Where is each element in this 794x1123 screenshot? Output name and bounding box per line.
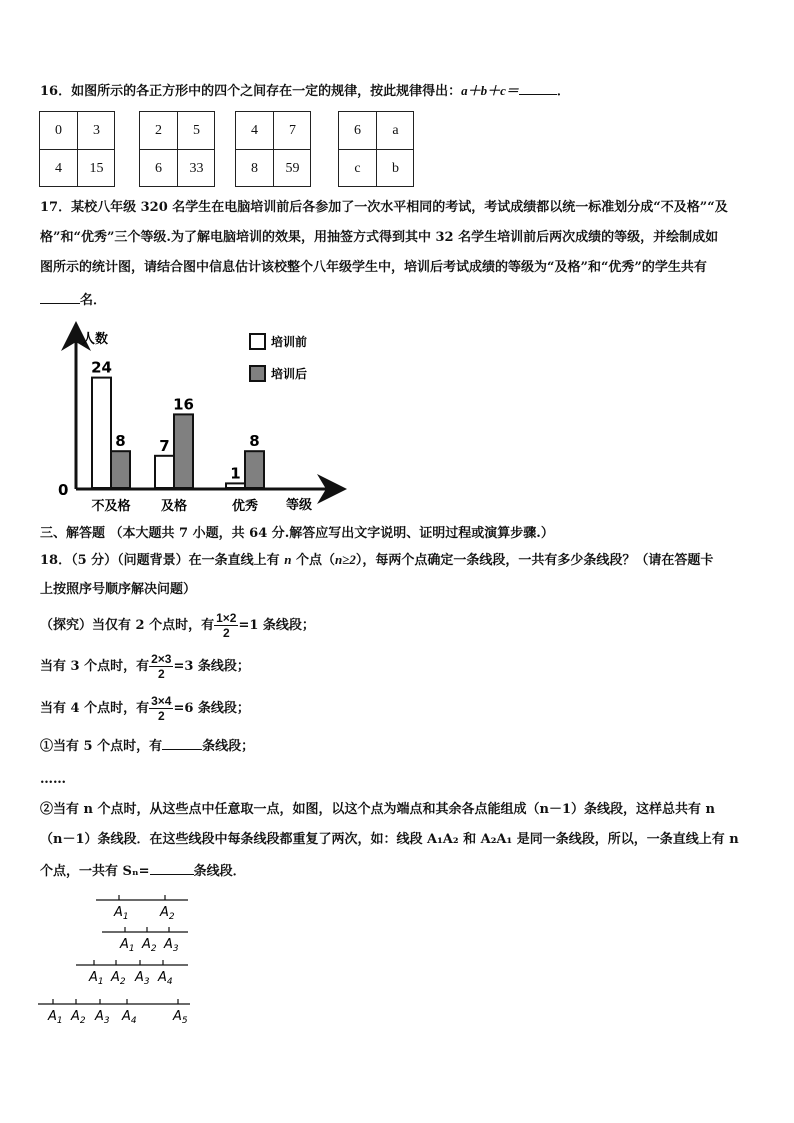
square-cell: b <box>392 160 399 176</box>
square-cell: 0 <box>55 122 62 138</box>
legend-label: 培训前 <box>271 335 308 349</box>
point-label: $A_3$ <box>164 937 179 954</box>
square-cell: 7 <box>289 122 296 138</box>
number-square-1 <box>39 111 115 187</box>
point-label: $A_4$ <box>158 970 173 987</box>
square-cell: 59 <box>285 160 300 176</box>
q18-text: 条线段． <box>193 864 246 879</box>
q18-case-4 <box>40 692 250 726</box>
q17-line-1: 17．某校八年级 320 名学生在电脑培训前后各参加了一次水平相同的考试，考试成绩都以统一标准划分成“不及格”“及 <box>40 200 728 215</box>
square-cell: 5 <box>193 122 200 138</box>
point-label: $A_1$ <box>114 905 129 922</box>
q17-line-2: 格”和“优秀”三个等级.为了解电脑培训的效果，用抽签方式得到其中 32 名学生培训前后两次成绩的等级，并绘制成如 <box>40 230 719 245</box>
fraction <box>149 694 173 723</box>
q18-explore <box>40 609 315 643</box>
q18-text: 条线段； <box>202 739 255 754</box>
q18-text: （探究）当仅有 2 个点时，有 <box>40 618 215 633</box>
square-cell: 4 <box>55 160 62 176</box>
fraction <box>149 652 173 681</box>
bar-before-2 <box>226 483 245 488</box>
square-cell: 3 <box>93 122 100 138</box>
q18-text: 当有 3 个点时，有 <box>40 659 150 674</box>
bar-after-0 <box>111 451 130 488</box>
point-label: $A_1$ <box>120 937 135 954</box>
bar-chart <box>50 328 350 518</box>
q18-case-3 <box>40 650 250 684</box>
point-label: $A_2$ <box>71 1009 86 1026</box>
q18-part2-line-3 <box>40 862 246 881</box>
square-cell: 4 <box>251 122 258 138</box>
bar-value-label: 8 <box>249 432 260 451</box>
q18-line-2: 上按照序号顺序解决问题） <box>40 582 197 597</box>
point-label: $A_4$ <box>122 1009 137 1026</box>
q17-line-4-end: 名． <box>80 293 107 308</box>
y-axis-label: 人数 <box>82 332 109 347</box>
q18-text: 个点，一共有 Sₙ= <box>40 864 150 879</box>
q18-line-1 <box>40 551 713 570</box>
point-label: $A_2$ <box>160 905 175 922</box>
q18-part2-line-2: （n－1）条线段．在这些线段中每条线段都重复了两次，如：线段 A₁A₂ 和 A₂A₁ 是同一条线段，所以，一条直线上有 n <box>40 832 739 847</box>
number-square-2 <box>139 111 215 187</box>
q18-ellipsis: …… <box>40 772 66 787</box>
q18-text: =6 条线段； <box>173 701 250 716</box>
bar-value-label: 24 <box>91 358 112 377</box>
fraction-numerator: 1×2 <box>216 611 237 625</box>
square-cell: 6 <box>155 160 162 176</box>
bar-value-label: 7 <box>159 436 170 455</box>
square-cell: a <box>392 122 399 138</box>
q16-text: 16．如图所示的各正方形中的四个之间存在一定的规律，按此规律得出： <box>40 84 462 99</box>
q16-answer-blank <box>519 82 557 95</box>
fraction-denominator: 2 <box>222 626 230 640</box>
q18-text: ①当有 5 个点时，有 <box>40 739 163 754</box>
x-axis-label: 等级 <box>286 498 313 513</box>
bar-before-1 <box>155 456 174 488</box>
point-label: $A_2$ <box>142 937 157 954</box>
point-label: $A_5$ <box>173 1009 188 1026</box>
q18-var-n: n <box>284 552 292 567</box>
fraction-numerator: 2×3 <box>151 652 172 666</box>
q17-answer-blank <box>40 291 80 304</box>
category-tick-label: 不及格 <box>91 499 131 514</box>
origin-label: 0 <box>58 481 69 499</box>
point-label: $A_3$ <box>135 970 150 987</box>
legend-swatch <box>250 366 265 381</box>
point-label: $A_2$ <box>111 970 126 987</box>
q18-text: =1 条线段； <box>238 618 315 633</box>
q17-line-3: 图所示的统计图，请结合图中信息估计该校整个八年级学生中，培训后考试成绩的等级为“及格”和“优秀”的学生共有 <box>40 260 707 275</box>
point-label: $A_1$ <box>48 1009 63 1026</box>
bar-after-2 <box>245 451 264 488</box>
q18-text: ），每两个点确定一条线段，一共有多少条线段？（请在答题卡 <box>355 553 714 568</box>
q18-case-5 <box>40 737 254 756</box>
q18-text: 18．（5 分）（问题背景）在一条直线上有 <box>40 553 285 568</box>
fraction <box>214 611 238 640</box>
point-label: $A_3$ <box>95 1009 110 1026</box>
q18-text: 当有 4 个点时，有 <box>40 701 150 716</box>
category-tick-label: 及格 <box>160 499 188 514</box>
q18-answer-blank-1 <box>162 737 202 750</box>
fraction-denominator: 2 <box>157 667 165 681</box>
point-label: $A_1$ <box>89 970 104 987</box>
q16-expression: a＋b＋c＝ <box>461 83 519 98</box>
square-cell: 6 <box>354 122 361 138</box>
number-square-3 <box>235 111 311 187</box>
legend-swatch <box>250 334 265 349</box>
bar-value-label: 8 <box>115 432 126 451</box>
section-3-heading: 三、解答题 （本大题共 7 小题，共 64 分.解答应写出文字说明、证明过程或演算步骤.） <box>40 526 554 541</box>
q17-line-4 <box>40 291 106 310</box>
bar-after-1 <box>174 414 193 488</box>
legend-label: 培训后 <box>271 367 308 381</box>
question-16 <box>40 82 570 101</box>
q18-answer-blank-2 <box>150 862 194 875</box>
bar-value-label: 1 <box>230 464 241 483</box>
square-cell: 33 <box>189 160 204 176</box>
square-cell: 2 <box>155 122 162 138</box>
bar-value-label: 16 <box>173 395 194 414</box>
q18-text: 个点（ <box>291 553 335 568</box>
q18-text: =3 条线段； <box>173 659 250 674</box>
category-tick-label: 优秀 <box>231 499 259 514</box>
q18-condition: n≥2 <box>334 552 356 567</box>
square-cell: 15 <box>89 160 104 176</box>
q16-end: ． <box>556 84 570 99</box>
square-cell: c <box>354 160 361 176</box>
fraction-denominator: 2 <box>157 709 165 723</box>
number-square-4 <box>338 111 414 187</box>
fraction-numerator: 3×4 <box>151 694 172 708</box>
line-segment-diagram <box>36 890 206 1030</box>
q18-part2-line-1: ②当有 n 个点时，从这些点中任意取一点，如图，以这个点为端点和其余各点能组成（n－1）条线段，这样总共有 n <box>40 802 715 817</box>
bar-before-0 <box>92 378 111 488</box>
square-cell: 8 <box>251 160 258 176</box>
